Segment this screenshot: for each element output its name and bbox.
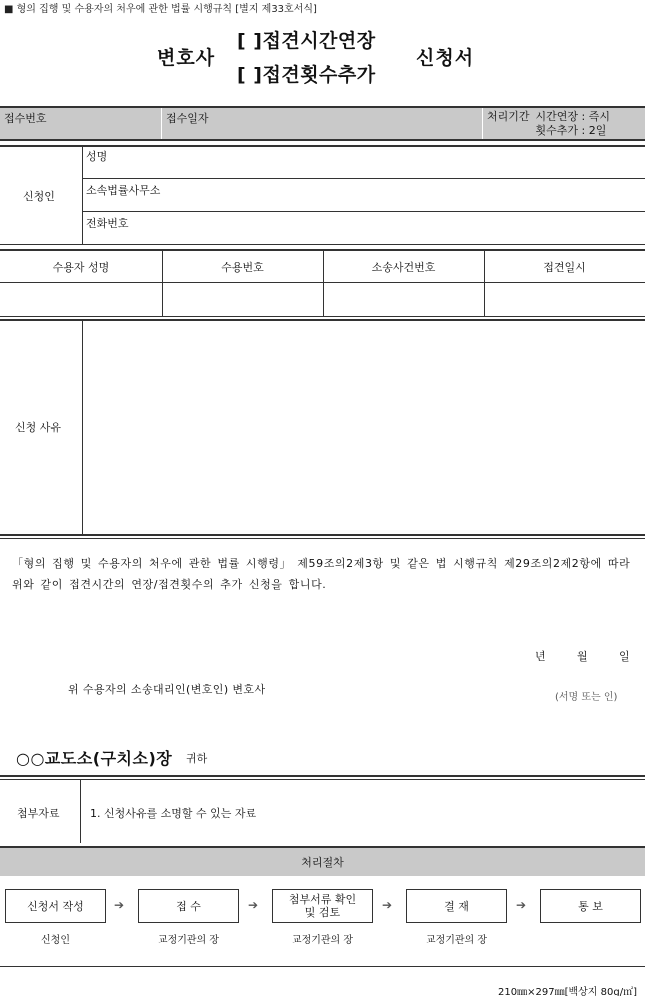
applicant-row-line-2 xyxy=(82,211,645,212)
date-day[interactable]: 일 xyxy=(619,650,630,663)
title-option-count-addition[interactable]: [ ]접견횟수추가 xyxy=(237,64,376,86)
date-month[interactable]: 월 xyxy=(577,650,588,663)
processing-count-addition: 횟수추가 : 2일 xyxy=(535,124,607,137)
signature-mark[interactable]: (서명 또는 인) xyxy=(555,692,618,703)
arrow-right-icon: ➔ xyxy=(382,898,393,912)
arrow-right-icon: ➔ xyxy=(248,898,259,912)
applicant-divider xyxy=(82,146,83,244)
reason-bottom-border xyxy=(0,534,645,536)
case-number-cell[interactable] xyxy=(327,288,480,312)
step-write-application: 신청서 작성 xyxy=(5,889,106,923)
header-inmate-number: 수용번호 xyxy=(221,261,264,274)
header-case-number: 소송사건번호 xyxy=(371,261,436,274)
processing-period-cell xyxy=(483,108,645,139)
paper-spec: 210㎜×297㎜[백상지 80g/㎡] xyxy=(498,987,637,996)
arrow-right-icon: ➔ xyxy=(114,898,125,912)
actor-institution-head-3: 교정기관의 장 xyxy=(425,935,488,946)
receipt-number-label: 접수번호 xyxy=(4,112,47,125)
applicant-row-line-1 xyxy=(82,178,645,179)
header-inmate-name: 수용자 성명 xyxy=(52,261,110,274)
reason-textarea[interactable] xyxy=(88,326,638,526)
actor-applicant: 신청인 xyxy=(41,935,70,946)
inmate-table-bottom xyxy=(0,316,645,317)
arrow-right-icon: ➔ xyxy=(516,898,527,912)
header-visit-datetime: 접견일시 xyxy=(543,261,586,274)
step-approval: 결 재 xyxy=(406,889,507,923)
title-right: 신청서 xyxy=(416,47,475,69)
form-title xyxy=(0,24,645,90)
inmate-col-line-2 xyxy=(323,250,324,316)
footer-divider xyxy=(0,966,645,967)
receipt-date-label: 접수일자 xyxy=(166,112,209,125)
procedure-title: 처리절차 xyxy=(301,856,344,869)
reason-top-border xyxy=(0,319,645,321)
reason-bottom-border-2 xyxy=(0,538,645,539)
date-year[interactable]: 년 xyxy=(535,650,546,663)
attachments-label: 첨부자료 xyxy=(17,807,60,820)
attachments-top-border-2 xyxy=(0,779,645,780)
attachments-top-border xyxy=(0,775,645,777)
form-reference: ■ 형의 집행 및 수용자의 처우에 관한 법률 시행규칙 [별지 제33호서식] xyxy=(4,4,317,15)
signature-line: 위 수용자의 소송대리인(변호인) 변호사 xyxy=(68,683,266,696)
receipt-number-cell[interactable] xyxy=(0,108,162,139)
applicant-phone-label: 전화번호 xyxy=(86,217,129,230)
reason-divider xyxy=(82,320,83,534)
attachment-item: 1. 신청사유를 소명할 수 있는 자료 xyxy=(90,807,257,820)
processing-time-extension: 시간연장 : 즉시 xyxy=(535,110,610,123)
step-review-documents: 첨부서류 확인 및 검토 xyxy=(272,889,373,923)
step-notification: 통 보 xyxy=(540,889,641,923)
applicant-office-label: 소속법률사무소 xyxy=(86,184,161,197)
legal-statement: 「형의 집행 및 수용자의 처우에 관한 법률 시행령」 제59조의2제3항 및 같은 법 시행규칙 제29조의2제2항에 따라 위와 같이 접견시간의 연장/접견횟수의 추가 신청을 합니다. xyxy=(12,557,631,591)
visit-datetime-cell[interactable] xyxy=(488,288,641,312)
attachments-divider xyxy=(80,780,81,843)
addressee: ○○교도소(구치소)장 xyxy=(16,749,173,768)
procedure-bar xyxy=(0,846,645,876)
actor-institution-head-2: 교정기관의 장 xyxy=(291,935,354,946)
reason-label: 신청 사유 xyxy=(15,421,62,434)
title-left: 변호사 xyxy=(157,47,216,69)
receipt-date-cell[interactable] xyxy=(162,108,483,139)
applicant-name-label: 성명 xyxy=(86,150,108,163)
applicant-top-border xyxy=(0,145,645,147)
actor-institution-head-1: 교정기관의 장 xyxy=(157,935,220,946)
inmate-col-line-3 xyxy=(484,250,485,316)
title-option-time-extension[interactable]: [ ]접견시간연장 xyxy=(237,30,376,52)
receipt-row xyxy=(0,106,645,141)
step-receipt: 접 수 xyxy=(138,889,239,923)
addressee-suffix: 귀하 xyxy=(186,752,208,765)
inmate-name-cell[interactable] xyxy=(4,288,158,312)
inmate-number-cell[interactable] xyxy=(166,288,319,312)
applicant-label: 신청인 xyxy=(23,190,55,203)
processing-period-label: 처리기간 xyxy=(487,110,530,123)
inmate-col-line-1 xyxy=(162,250,163,316)
applicant-bottom-border xyxy=(0,244,645,245)
